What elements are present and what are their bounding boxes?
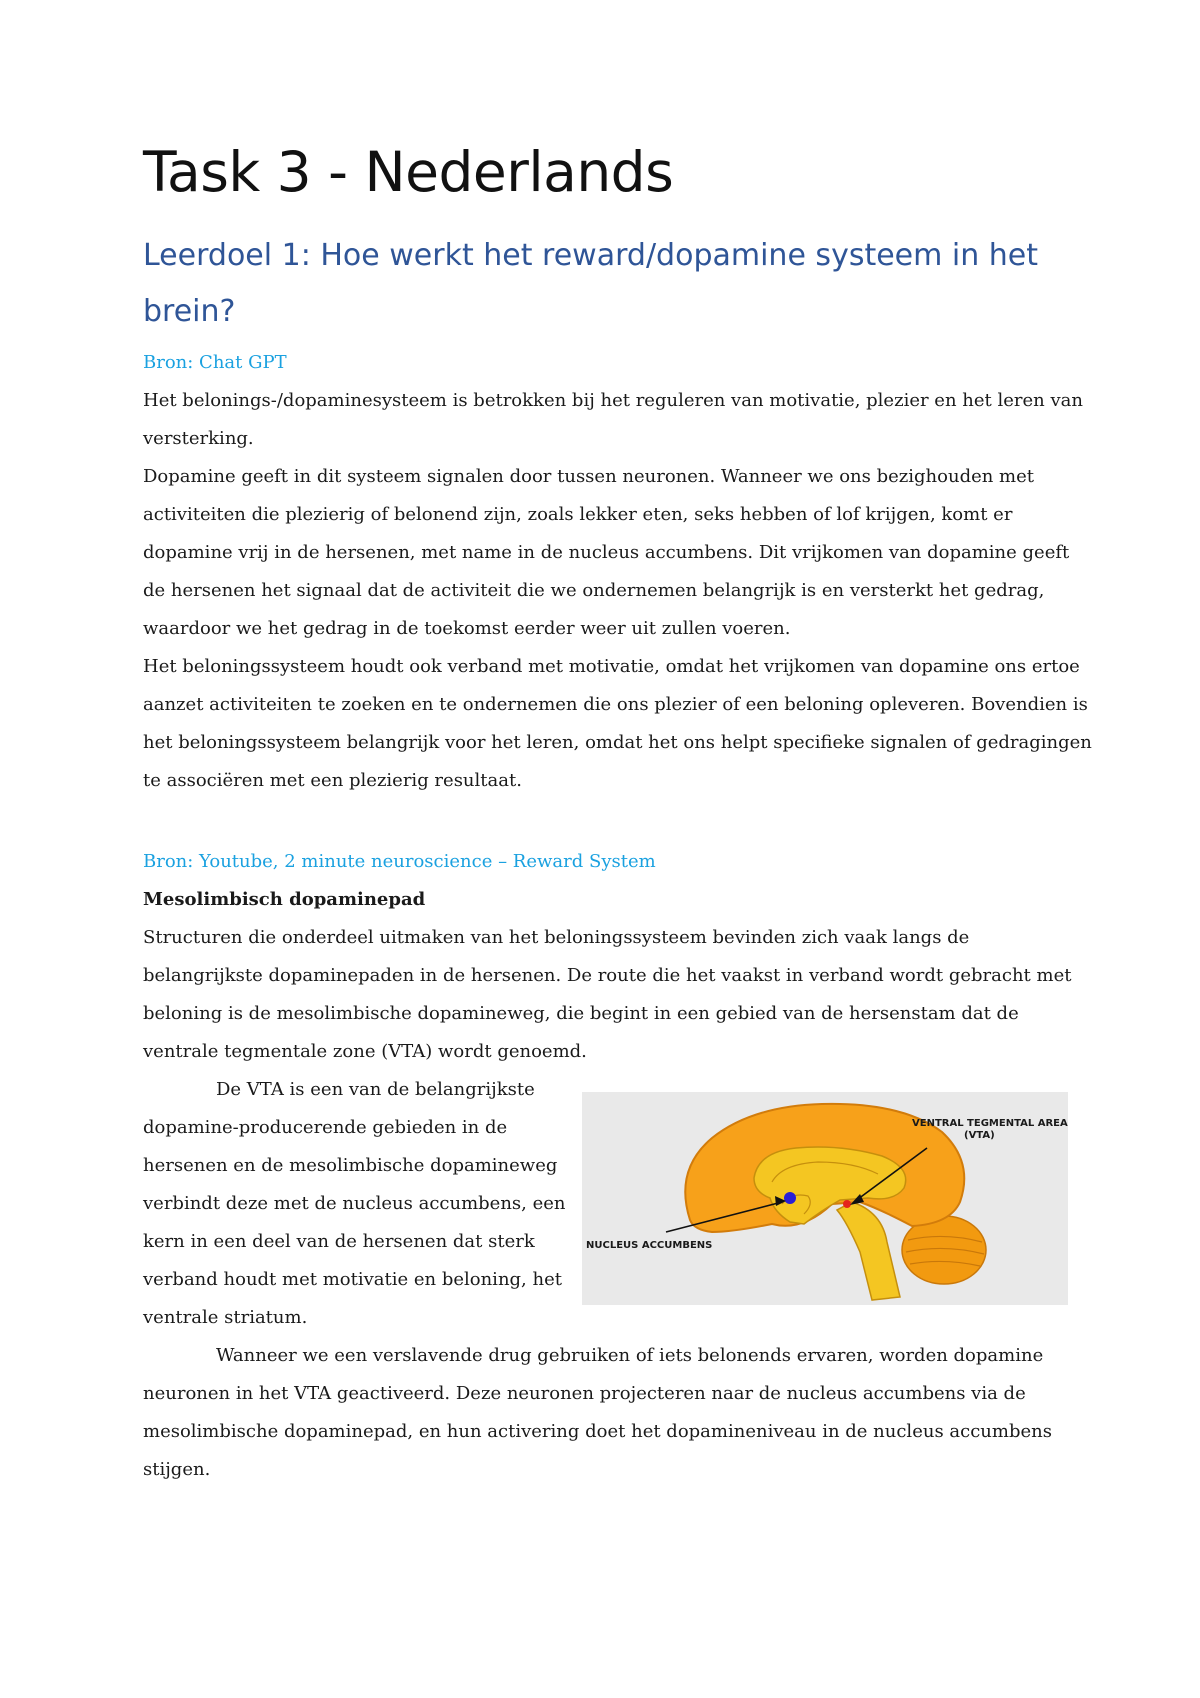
body-line: verband houdt met motivatie en beloning, het: [143, 1269, 562, 1290]
body-line: versterking.: [143, 428, 254, 449]
body-line: mesolimbische dopaminepad, en hun activering doet het dopamineniveau in de nucleus accumbens: [143, 1421, 1052, 1442]
section-subheading: Mesolimbisch dopaminepad: [143, 889, 426, 910]
body-line: waardoor we het gedrag in de toekomst eerder weer uit zullen voeren.: [143, 618, 791, 639]
body-line: aanzet activiteiten te zoeken en te ondernemen die ons plezier of een beloning opleveren. Bovendien is: [143, 694, 1088, 715]
body-line: De VTA is een van de belangrijkste: [216, 1079, 535, 1100]
body-line: Dopamine geeft in dit systeem signalen door tussen neuronen. Wanneer we ons bezighouden met: [143, 466, 1035, 487]
body-line: dopamine vrij in de hersenen, met name in de nucleus accumbens. Dit vrijkomen van dopamine geeft: [143, 542, 1070, 563]
body-line: dopamine-producerende gebieden in de: [143, 1117, 508, 1138]
document-title: Task 3 - Nederlands: [143, 140, 674, 204]
nucleus-accumbens-dot: [784, 1192, 796, 1204]
body-line: kern in een deel van de hersenen dat sterk: [143, 1231, 535, 1252]
body-line: Het beloningssysteem houdt ook verband met motivatie, omdat het vrijkomen van dopamine ons ertoe: [143, 656, 1080, 677]
body-line: ventrale tegmentale zone (VTA) wordt genoemd.: [143, 1041, 587, 1062]
learning-goal-heading: Leerdoel 1: Hoe werkt het reward/dopamine systeem in het brein?: [143, 238, 1039, 329]
nucleus-accumbens-label: NUCLEUS ACCUMBENS: [586, 1240, 713, 1251]
body-line: Structuren die onderdeel uitmaken van het beloningssysteem bevinden zich vaak langs de: [143, 927, 970, 948]
body-line: stijgen.: [143, 1459, 211, 1480]
body-line: neuronen in het VTA geactiveerd. Deze neuronen projecteren naar de nucleus accumbens via de: [143, 1383, 1026, 1404]
body-line: beloning is de mesolimbische dopamineweg, die begint in een gebied van de hersenstam dat de: [143, 1003, 1019, 1024]
source-youtube: Bron: Youtube, 2 minute neuroscience – Reward System: [143, 851, 656, 872]
vta-dot: [843, 1200, 851, 1208]
source-chatgpt: Bron: Chat GPT: [143, 352, 287, 373]
body-line: belangrijkste dopaminepaden in de hersenen. De route die het vaakst in verband wordt gebracht met: [143, 965, 1072, 986]
body-line: ventrale striatum.: [143, 1307, 308, 1328]
body-line: de hersenen het signaal dat de activiteit die we ondernemen belangrijk is en versterkt het gedrag,: [143, 580, 1045, 601]
brain-diagram-figure: [582, 1092, 1068, 1305]
vta-label-abbr: (VTA): [964, 1130, 995, 1141]
body-line: Het belonings-/dopaminesysteem is betrokken bij het reguleren van motivatie, plezier en het leren van: [143, 390, 1083, 411]
body-line: Wanneer we een verslavende drug gebruiken of iets belonends ervaren, worden dopamine: [216, 1345, 1044, 1366]
vta-label: VENTRAL TEGMENTAL AREA: [912, 1118, 1068, 1129]
body-line: activiteiten die plezierig of belonend zijn, zoals lekker eten, seks hebben of lof krijgen, komt er: [143, 504, 1013, 525]
brain-diagram: [582, 1092, 1068, 1305]
body-line: hersenen en de mesolimbische dopamineweg: [143, 1155, 558, 1176]
body-line: te associëren met een plezierig resultaat.: [143, 770, 522, 791]
body-line: verbindt deze met de nucleus accumbens, een: [143, 1193, 566, 1214]
body-line: het beloningssysteem belangrijk voor het leren, omdat het ons helpt specifieke signalen of gedragingen: [143, 732, 1092, 753]
